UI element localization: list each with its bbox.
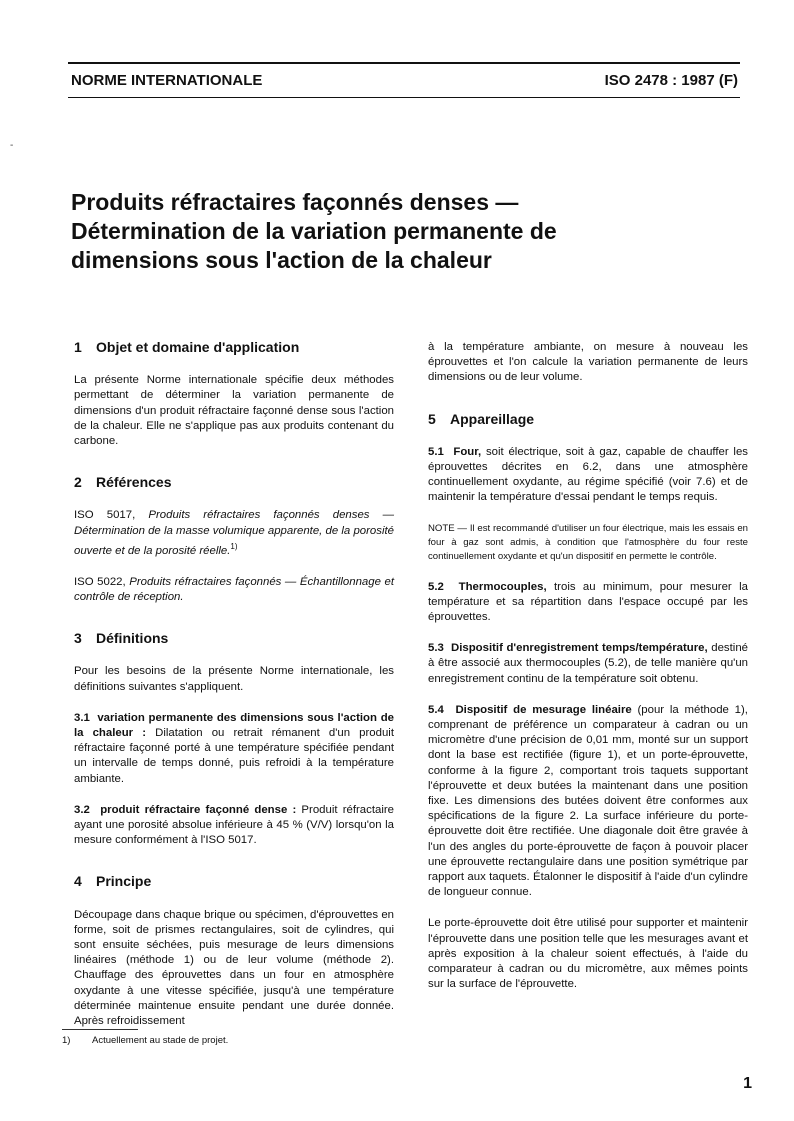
section-4-paragraph-continued: à la température ambiante, on mesure à nouveau les éprouvettes et l'on calcule la variation permanente de leurs dimensions ou de leur volume. — [428, 341, 748, 384]
reference-iso-5022: ISO 5022, Produits réfractaires façonnés — Échantillonnage et contrôle de réception. — [74, 575, 394, 604]
section-5-heading: 5 Appareillage — [428, 410, 535, 427]
title-line-2: Détermination de la variation permanente de — [71, 218, 557, 244]
section-3-heading: 3 Définitions — [74, 630, 169, 647]
standard-type-label: NORME INTERNATIONALE — [71, 72, 263, 89]
section-3-intro: Pour les besoins de la présente Norme internationale, les définitions suivantes s'appliquent. — [74, 665, 394, 693]
apparatus-5-4-paragraph-2: Le porte-éprouvette doit être utilisé pour supporter et maintenir l'éprouvette dans une position telle que les mesurages avant et après exposition à la chaleur soient effectués, à l'aide du comparateur à cadran ou du micromètre, aux mêmes points sur la surface de l'éprouvette. — [428, 917, 748, 991]
reference-iso-5017: ISO 5017, Produits réfractaires façonnés denses — Détermination de la masse volumique apparente, de la porosité ouverte et de la porosité réelle.$^{1)}$ — [74, 509, 394, 557]
definition-3-2: 3.2 produit réfractaire façonné dense : Produit réfractaire ayant une porosité absolue inférieure à 45 % (V/V) lorsqu'on la mesure conformément à l'ISO 5017. — [74, 803, 394, 847]
section-1-paragraph: La présente Norme internationale spécifie deux méthodes permettant de déterminer la variation permanente de dimensions d'un produit réfractaire façonné dense sous l'action de la chaleur. Elle ne s'applique pas aux produits contenant du carbone. — [74, 374, 394, 448]
header-rule-top — [68, 62, 740, 64]
apparatus-5-2: 5.2 Thermocouples, trois au minimum, pour mesurer la température et sa répartition dans l'espace occupé par les éprouvettes. — [428, 580, 748, 624]
document-title — [71, 188, 721, 275]
margin-mark: - — [10, 140, 14, 151]
apparatus-5-4: 5.4 Dispositif de mesurage linéaire (pour la méthode 1), comprenant de préférence un comparateur à cadran ou un micromètre d'une précision de 0,01 mm, monté sur un support dont la base est rectifiée (figure 1), et un porte-éprouvette, conforme à la figure 2, comportant trois taquets supportant l'éprouvette et deux butées la maintenant dans une position fixe. Les dimensions des butées doivent être conformes aux spécifications de la figure 2. La surface inférieure du porte-éprouvette doit être rectifiée. Une diagonale doit être gravée à l'un des angles du porte-éprouvette de façon à pouvoir placer une éprouvette rectangulaire dans une position symétrique par rapport aux taquets. Étalonner le dispositif à l'aide d'un cylindre de longueur connue. — [428, 703, 748, 899]
page-number: 1 — [743, 1075, 752, 1092]
standard-reference: ISO 2478 : 1987 (F) — [604, 72, 738, 89]
title-line-3: dimensions sous l'action de la chaleur — [71, 247, 492, 273]
footnote: 1) Actuellement au stade de projet. — [62, 1035, 229, 1046]
section-2-heading: 2 Références — [74, 474, 172, 491]
header-rule-bottom — [68, 97, 740, 98]
apparatus-5-3: 5.3 Dispositif d'enregistrement temps/température, destiné à être associé aux thermocouples (5.2), de telle manière qu'un enregistrement continu de la température soit obtenu. — [428, 642, 748, 685]
section-1-heading: 1 Objet et domaine d'application — [74, 339, 300, 355]
section-4-paragraph: Découpage dans chaque brique ou spécimen, d'éprouvettes en forme, soit de prismes rectangulaires, soit de cylindres, qui sont ensuite séchées, puis mesurage de leurs dimensions linéaires (méthode 1) ou de leur volume (méthode 2). Chauffage des éprouvettes dans un four en atmosphère oxydante à une vitesse spécifiée, jusqu'à une température déterminée maintenue ensuite pendant une durée donnée. Après refroidissement — [74, 908, 394, 1028]
title-line-1: Produits réfractaires façonnés denses — — [71, 189, 519, 215]
footnote-rule — [62, 1029, 138, 1030]
apparatus-5-1: 5.1 Four, soit électrique, soit à gaz, capable de chauffer les éprouvettes décrites en 6.2, dans une atmosphère continuellement oxydante, au régime spécifié (voir 7.6) et de maintenir la température d'essai pendant le temps requis. — [428, 445, 748, 504]
section-4-heading: 4 Principe — [74, 873, 152, 890]
right-column — [428, 340, 748, 1009]
left-column — [74, 340, 394, 1045]
apparatus-note: NOTE — Il est recommandé d'utiliser un four électrique, mais les essais en four à gaz sont admis, à condition que l'atmosphère du four reste continuellement oxydante et qu'un dispositif en permette le contrôle. — [428, 522, 748, 562]
definition-3-1: 3.1 variation permanente des dimensions sous l'action de la chaleur : Dilatation ou retrait rémanent d'un produit réfractaire façonné porté à une température spécifiée pendant un intervalle de temps donné, puis refroidi à la température ambiante. — [74, 711, 395, 785]
